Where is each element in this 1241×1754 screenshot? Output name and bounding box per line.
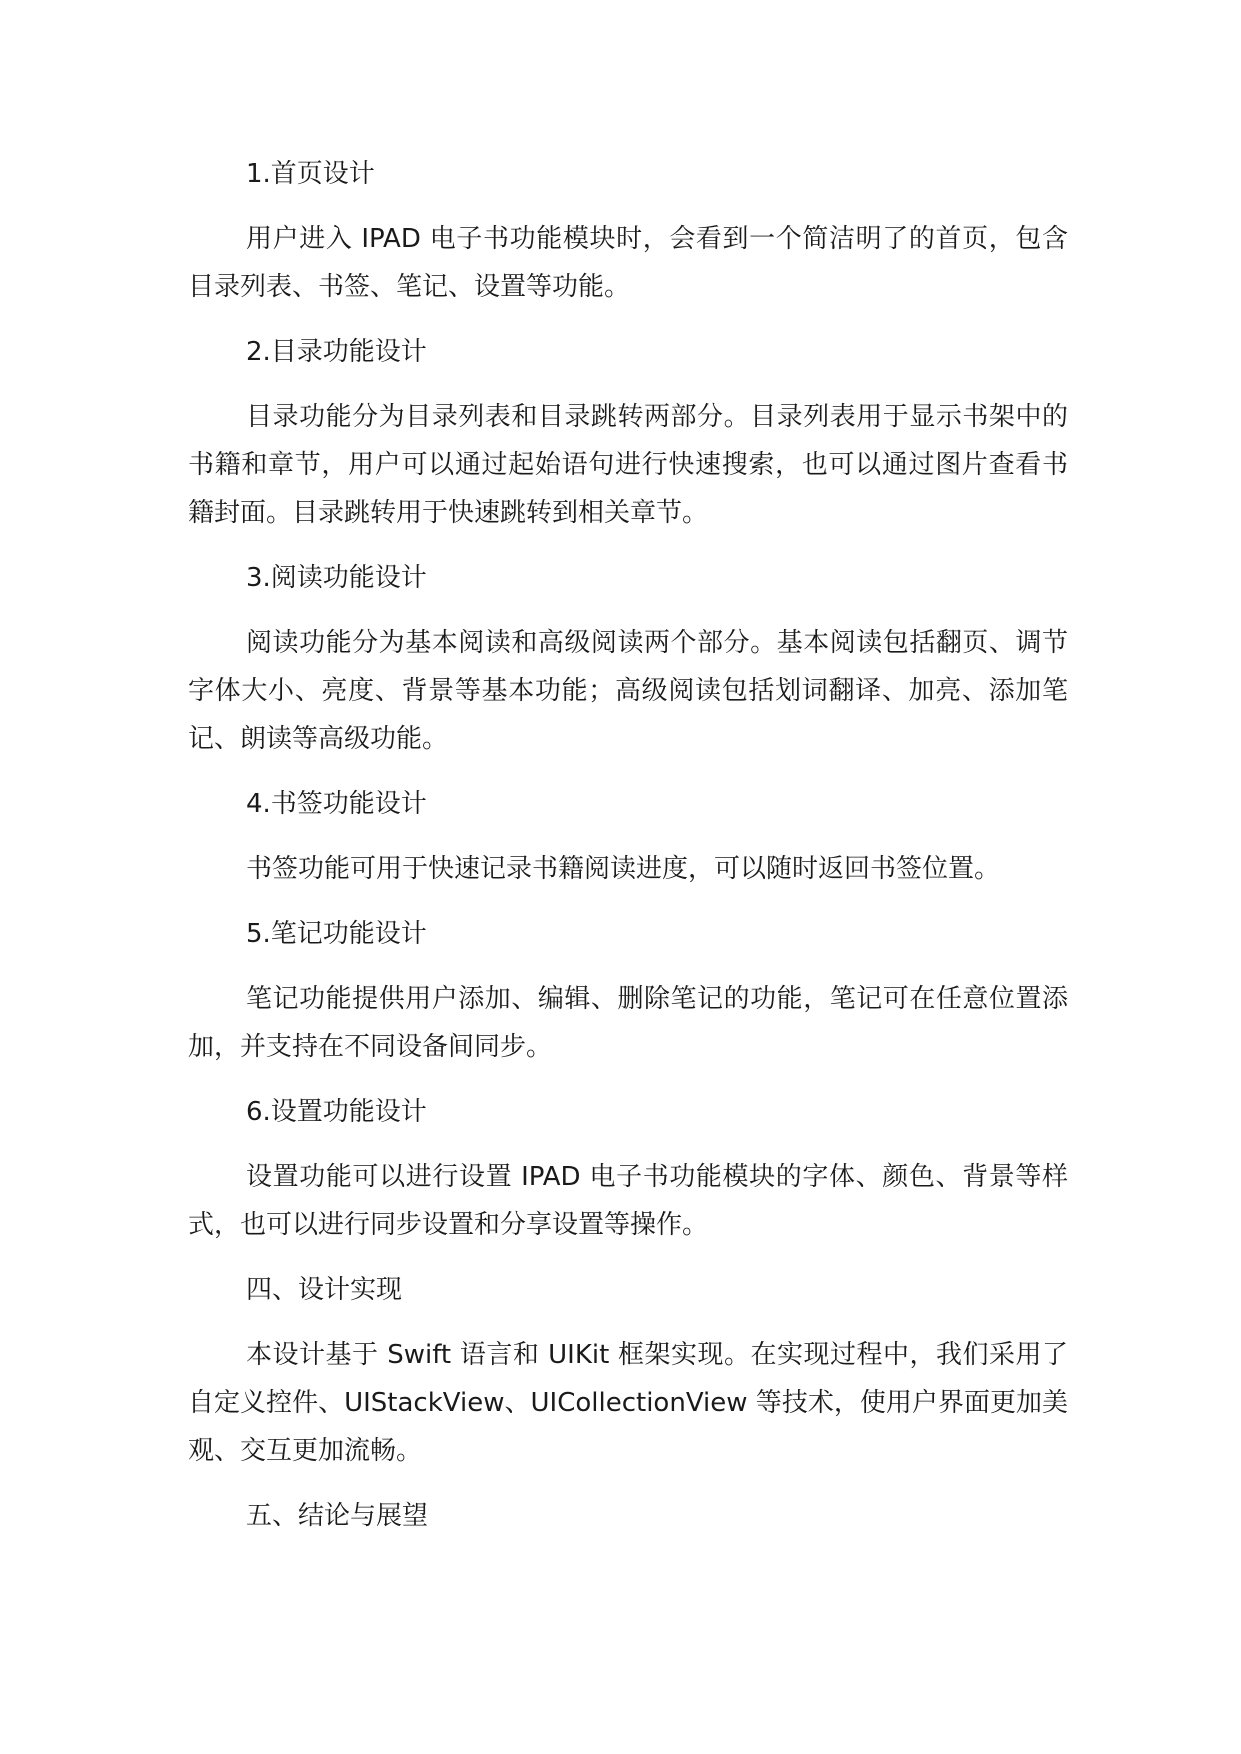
- paragraph-toc-design: 目录功能分为目录列表和目录跳转两部分。目录列表用于显示书架中的书籍和章节，用户可以通过起始语句进行快速搜索，也可以通过图片查看书籍封面。目录跳转用于快速跳转到相关章节。: [188, 402, 1068, 528]
- paragraph-implementation: 本设计基于 Swift 语言和 UIKit 框架实现。在实现过程中，我们采用了自定义控件、UIStackView、UICollectionView 等技术，使用户界面更加美观、交互更加流畅。: [188, 1340, 1068, 1466]
- section-heading-reading-design: 3.阅读功能设计: [246, 563, 427, 593]
- section-heading-toc-design: 2.目录功能设计: [246, 337, 427, 367]
- paragraph-notes-design: 笔记功能提供用户添加、编辑、删除笔记的功能，笔记可在任意位置添加，并支持在不同设备间同步。: [188, 984, 1068, 1062]
- section-heading-implementation: 四、设计实现: [246, 1275, 403, 1305]
- paragraph-bookmark-design: 书签功能可用于快速记录书籍阅读进度，可以随时返回书签位置。: [246, 854, 1001, 884]
- section-heading-settings-design: 6.设置功能设计: [246, 1097, 427, 1127]
- section-heading-notes-design: 5.笔记功能设计: [246, 919, 427, 949]
- paragraph-reading-design: 阅读功能分为基本阅读和高级阅读两个部分。基本阅读包括翻页、调节字体大小、亮度、背景等基本功能；高级阅读包括划词翻译、加亮、添加笔记、朗读等高级功能。: [188, 628, 1068, 754]
- section-heading-conclusion: 五、结论与展望: [246, 1501, 429, 1531]
- document-body: [188, 150, 1068, 1557]
- paragraph-settings-design: 设置功能可以进行设置 IPAD 电子书功能模块的字体、颜色、背景等样式，也可以进行同步设置和分享设置等操作。: [188, 1162, 1068, 1240]
- paragraph-homepage-design: 用户进入 IPAD 电子书功能模块时，会看到一个简洁明了的首页，包含目录列表、书签、笔记、设置等功能。: [188, 224, 1068, 302]
- section-heading-homepage-design: 1.首页设计: [246, 159, 375, 189]
- section-heading-bookmark-design: 4.书签功能设计: [246, 789, 427, 819]
